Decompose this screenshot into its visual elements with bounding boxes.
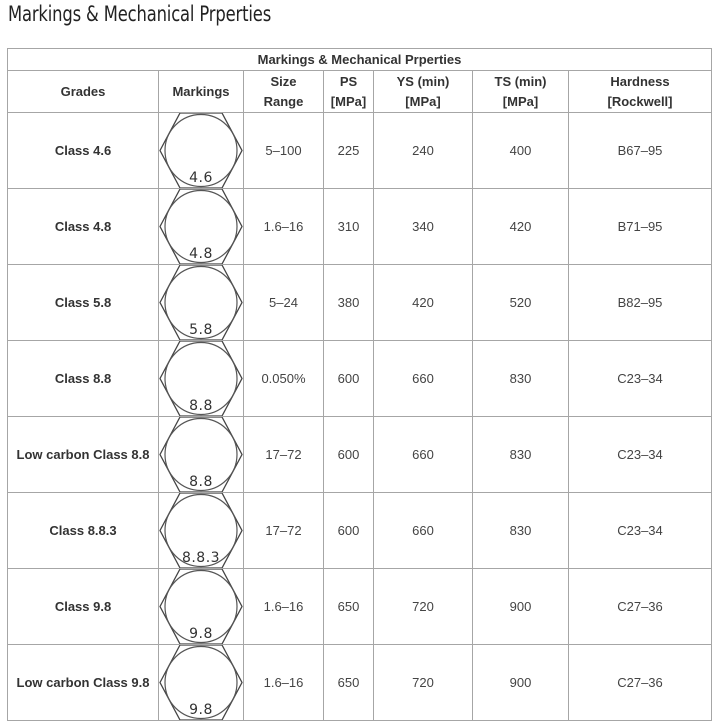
marking-label: 8.8: [189, 474, 213, 490]
ps-cell: 600: [324, 417, 374, 493]
ps-cell: 600: [324, 341, 374, 417]
mechanical-properties-table: [7, 48, 712, 721]
ts-cell: 420: [473, 189, 569, 265]
header-hardness: Hardness [Rockwell]: [569, 71, 712, 113]
ps-cell: 650: [324, 569, 374, 645]
ts-cell: 830: [473, 493, 569, 569]
bolt-head-marking-icon: [159, 189, 243, 264]
hardness-cell: B71–95: [569, 189, 712, 265]
ts-cell: 900: [473, 645, 569, 721]
marking-cell: [159, 493, 244, 569]
grade-cell: Low carbon Class 8.8: [8, 417, 159, 493]
size-range-cell: 17–72: [244, 493, 324, 569]
marking-label: 8.8: [189, 398, 213, 414]
marking-label: 8.8.3: [181, 550, 221, 566]
marking-cell: [159, 113, 244, 189]
hardness-cell: C27–36: [569, 569, 712, 645]
hardness-cell: C23–34: [569, 493, 712, 569]
bolt-head-marking-icon: [159, 341, 243, 416]
ts-cell: 830: [473, 417, 569, 493]
page-title: Markings & Mechanical Prperties: [8, 2, 272, 26]
size-range-cell: 5–24: [244, 265, 324, 341]
bolt-head-marking-icon: [159, 493, 243, 568]
table-row: [8, 189, 712, 265]
ys-cell: 660: [374, 341, 473, 417]
grade-cell: Low carbon Class 9.8: [8, 645, 159, 721]
marking-cell: [159, 645, 244, 721]
ts-cell: 520: [473, 265, 569, 341]
marking-cell: [159, 265, 244, 341]
size-range-cell: 1.6–16: [244, 189, 324, 265]
ys-cell: 660: [374, 417, 473, 493]
table-row: [8, 341, 712, 417]
size-range-cell: 1.6–16: [244, 645, 324, 721]
table-row: [8, 569, 712, 645]
bolt-head-marking-icon: [159, 417, 243, 492]
ys-cell: 720: [374, 645, 473, 721]
marking-label: 4.6: [189, 170, 213, 186]
marking-cell: [159, 341, 244, 417]
ps-cell: 650: [324, 645, 374, 721]
size-range-cell: 17–72: [244, 417, 324, 493]
ts-cell: 830: [473, 341, 569, 417]
grade-cell: Class 8.8: [8, 341, 159, 417]
ys-cell: 420: [374, 265, 473, 341]
grade-cell: Class 4.6: [8, 113, 159, 189]
table-row: [8, 113, 712, 189]
table-caption: Markings & Mechanical Prperties: [8, 49, 712, 71]
bolt-head-marking-icon: [159, 265, 243, 340]
hardness-cell: B82–95: [569, 265, 712, 341]
size-range-cell: 5–100: [244, 113, 324, 189]
table-row: [8, 493, 712, 569]
ys-cell: 660: [374, 493, 473, 569]
marking-cell: [159, 189, 244, 265]
ts-cell: 400: [473, 113, 569, 189]
header-size-range: Size Range: [244, 71, 324, 113]
grade-cell: Class 5.8: [8, 265, 159, 341]
marking-label: 5.8: [189, 322, 213, 338]
ys-cell: 240: [374, 113, 473, 189]
grade-cell: Class 4.8: [8, 189, 159, 265]
ps-cell: 380: [324, 265, 374, 341]
header-grades: Grades: [8, 71, 159, 113]
ps-cell: 600: [324, 493, 374, 569]
ys-cell: 340: [374, 189, 473, 265]
hardness-cell: C23–34: [569, 341, 712, 417]
size-range-cell: 1.6–16: [244, 569, 324, 645]
hardness-cell: C27–36: [569, 645, 712, 721]
size-range-cell: 0.050%: [244, 341, 324, 417]
ys-cell: 720: [374, 569, 473, 645]
grade-cell: Class 9.8: [8, 569, 159, 645]
ts-cell: 900: [473, 569, 569, 645]
header-ys: YS (min) [MPa]: [374, 71, 473, 113]
bolt-head-marking-icon: [159, 113, 243, 188]
ps-cell: 310: [324, 189, 374, 265]
header-markings: Markings: [159, 71, 244, 113]
table-row: [8, 265, 712, 341]
marking-label: 9.8: [189, 702, 213, 718]
ps-cell: 225: [324, 113, 374, 189]
header-ts: TS (min) [MPa]: [473, 71, 569, 113]
marking-label: 9.8: [189, 626, 213, 642]
marking-cell: [159, 569, 244, 645]
header-ps: PS [MPa]: [324, 71, 374, 113]
marking-cell: [159, 417, 244, 493]
header-row: [8, 71, 712, 113]
grade-cell: Class 8.8.3: [8, 493, 159, 569]
table-row: [8, 645, 712, 721]
hardness-cell: B67–95: [569, 113, 712, 189]
table-row: [8, 417, 712, 493]
bolt-head-marking-icon: [159, 569, 243, 644]
hardness-cell: C23–34: [569, 417, 712, 493]
marking-label: 4.8: [189, 246, 213, 262]
bolt-head-marking-icon: [159, 645, 243, 720]
